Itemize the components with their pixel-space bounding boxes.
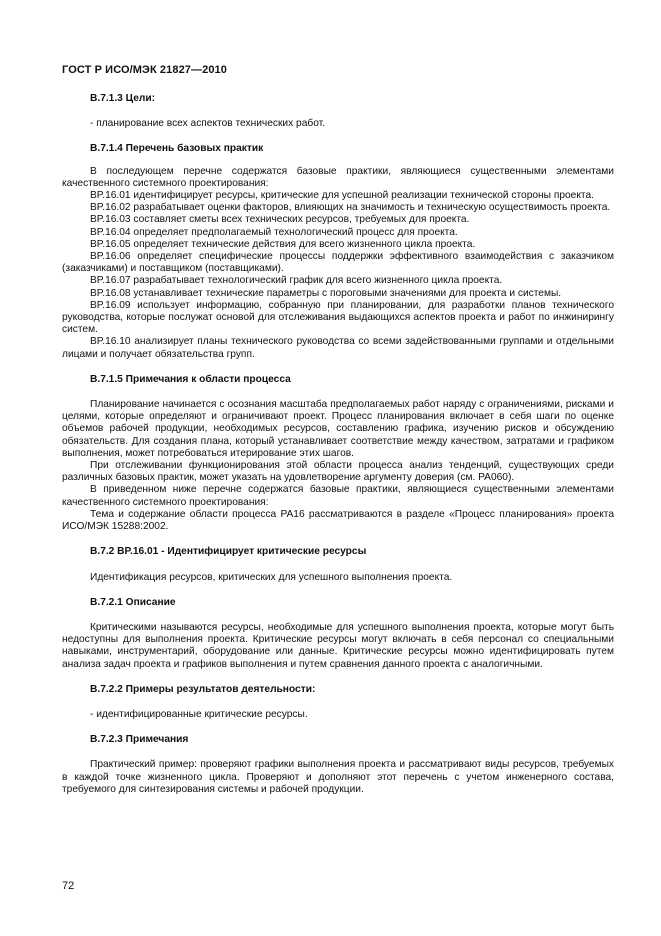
page-header: ГОСТ Р ИСО/МЭК 21827—2010 — [62, 64, 227, 76]
paragraph: Критическими называются ресурсы, необходимые для успешного выполнения проекта, которые могут быть недоступны для выполнения проекта. Критические ресурсы могут включать в себя персонал со специальными навыками, инструментарий, оборудование или данные. Критические ресурсы можно идентифицировать путем анализа задач проекта и графиков выполнения и путем сравнения данного проекта с аналогичными. — [62, 621, 614, 670]
page-content — [62, 93, 614, 796]
list-item: BP.16.03 составляет сметы всех технических ресурсов, требуемых для проекта. — [90, 214, 470, 226]
list-item: BP.16.05 определяет технические действия для всего жизненного цикла проекта. — [90, 238, 476, 250]
list-item: BP.16.10 анализирует планы технического руководства со всеми задействованными группами и отдельными лицами и получает обязательства групп. — [62, 336, 614, 360]
list-item: BP.16.02 разрабатывает оценки факторов, влияющих на значимость и техническую осуществимость проекта. — [90, 202, 611, 214]
section-heading-b7-2-3: B.7.2.3 Примечания — [90, 734, 189, 746]
section-heading-b7-1-3: B.7.1.3 Цели: — [90, 93, 156, 104]
section-heading-b7-1-5: B.7.1.5 Примечания к области процесса — [90, 373, 291, 385]
paragraph: В приведенном ниже перечне содержатся базовые практики, являющиеся существенными элементами качественного системного проектирования: — [62, 484, 614, 508]
paragraph: - планирование всех аспектов технических работ. — [90, 118, 326, 130]
list-item: BP.16.04 определяет предполагаемый технологический процесс для проекта. — [90, 226, 458, 238]
section-heading-b7-2-1: B.7.2.1 Описание — [90, 596, 176, 608]
page-number: 72 — [62, 880, 75, 892]
list-item: BP.16.01 идентифицирует ресурсы, критические для успешной реализации технической стороны проекта. — [90, 190, 594, 202]
paragraph: - идентифицированные критические ресурсы. — [90, 708, 308, 720]
section-heading-b7-2: B.7.2 BP.16.01 - Идентифицирует критические ресурсы — [90, 546, 367, 558]
paragraph: В последующем перечне содержатся базовые практики, являющиеся существенными элементами качественного системного проектирования: — [62, 165, 614, 189]
paragraph: Планирование начинается с осознания масштаба предполагаемых работ наряду с ограничениями, рисками и целями, которые определяют и ограничивают проект. Процесс планирования включает в себя шаги по оценке объемов рабочей продукции, необходимых ресурсов, составлению графика, изучению рисков и обсуждению обязательств. Для создания плана, который устанавливает соответствие между качеством, затратами и графиком выполнения, может потребоваться итерирование этих шагов. — [62, 399, 614, 459]
list-item: BP.16.07 разрабатывает технологический график для всего жизненного цикла проекта. — [90, 275, 503, 287]
list-item: BP.16.09 использует информацию, собранную при планировании, для разработки планов технического руководства, которые послужат основой для отслеживания выдающихся аспектов проекта и работ по инжинирингу систем. — [62, 299, 614, 336]
paragraph: Идентификация ресурсов, критических для успешного выполнения проекта. — [90, 571, 453, 583]
paragraph: Практический пример: проверяют графики выполнения проекта и рассматривают виды ресурсов, требуемых в каждой точке жизненного цикла. Проверяют и дополняют этот перечень с учетом инженерного состава, требуемого для синтезирования системы и рабочей продукции. — [62, 759, 614, 795]
list-item: BP.16.06 определяет специфические процессы поддержки эффективного взаимодействия с заказчиком (заказчиками) и поставщиком (поставщиками). — [62, 251, 614, 275]
section-heading-b7-2-2: B.7.2.2 Примеры результатов деятельности: — [90, 683, 316, 695]
paragraph: При отслеживании функционирования этой области процесса анализ тенденций, существующих среди различных базовых практик, может указать на удовлетворение аргументу доверия (см. PA060). — [62, 460, 614, 484]
section-heading-b7-1-4: B.7.1.4 Перечень базовых практик — [90, 143, 264, 155]
paragraph: Тема и содержание области процесса PA16 рассматриваются в разделе «Процесс планирования» проекта ИСО/МЭК 15288:2002. — [62, 508, 614, 533]
list-item: BP.16.08 устанавливает технические параметры с пороговыми значениями для проекта и системы. — [90, 287, 562, 299]
